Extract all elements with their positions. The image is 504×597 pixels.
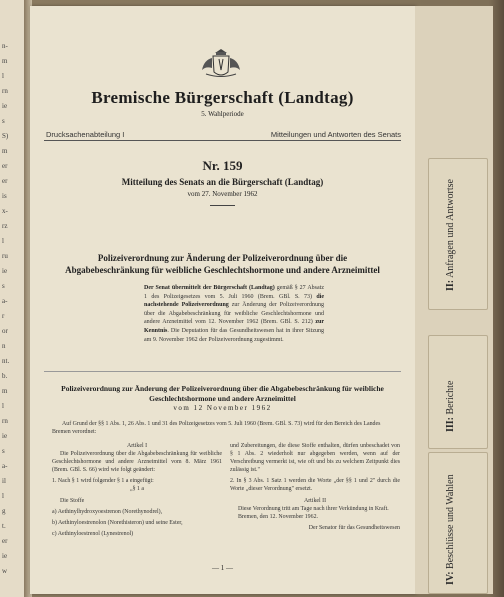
left-page-fragment: a-	[2, 462, 8, 470]
left-page-fragment: m	[2, 387, 8, 395]
page-number: — 1 —	[212, 564, 233, 572]
tab-beschluesse-number: IV:	[445, 571, 456, 585]
left-page-fragment: er	[2, 177, 8, 185]
column-right	[230, 442, 400, 532]
senat-statement-part-2: die nachstehende Polizeiverordnung	[144, 293, 324, 309]
left-page-fragment: b.	[2, 372, 8, 380]
left-page-fragment: s	[2, 282, 5, 290]
tab-anfragen-label	[445, 179, 456, 291]
left-page-fragment: or	[2, 327, 8, 335]
substance-c: c) Aethinyloestrenol (Lynestrenol)	[52, 531, 134, 537]
parliament-title: Bremische Bürgerschaft (Landtag)	[91, 88, 354, 107]
senat-statement	[144, 284, 324, 344]
left-page-fragment: s	[2, 117, 5, 125]
tab-beschluesse-text: Beschlüsse und Wahlen	[445, 474, 456, 569]
left-page-edge	[0, 0, 26, 597]
left-page-fragment: l	[2, 492, 4, 500]
heading-2-line-1: Polizeiverordnung zur Änderung der Polizeiverordnung über die Abgabebeschränkung für weibliche	[61, 384, 384, 393]
left-page-fragment: er	[2, 162, 8, 170]
tab-anfragen[interactable]	[428, 158, 488, 310]
article-1-text: Die Polizeiverordnung über die Abgabebeschränkung für weibliche Geschlechtshormone und andere Arzneimittel vom 8. März 1961 (Brem. GBl. S. 66) wird wie folgt geändert:	[52, 451, 222, 473]
ordinance-intro: Auf Grund der §§ 1 Abs. 1, 26 Abs. 1 und 31 des Polizeigesetzes vom 5. Juli 1960 (Brem. GBl. S. 73) wird für den Bereich des Landes Bremen verordnet:	[52, 421, 381, 435]
document-subtitle: Mitteilung des Senats an die Bürgerschaft (Landtag)	[121, 177, 324, 187]
tab-berichte-label	[445, 381, 456, 432]
document-date: vom 27. November 1962	[187, 190, 258, 198]
left-page-fragment: l	[2, 237, 4, 245]
document-number: Nr. 159	[202, 158, 243, 173]
ordinance-date: vom 12 November 1962	[173, 404, 272, 412]
left-page-fragment: ie	[2, 552, 8, 560]
left-page-fragment: n	[2, 342, 6, 350]
left-page-fragment: w	[2, 567, 8, 575]
left-page-fragment: g	[2, 507, 6, 515]
tab-anfragen-text: Anfragen und Antwortse	[445, 179, 456, 278]
left-page-fragment: er	[2, 537, 8, 545]
left-page-fragment: nt.	[2, 357, 10, 365]
senat-statement-part-3: zur Änderung der Polizeiverordnung über die Abgabebeschränkung für weibliche Geschlechtshormone und andere Arzneimittel vom 12. November 1962 (Brem. GBl. S. 212)	[144, 302, 325, 326]
article-1-item-1: 1. Nach § 1 wird folgender § 1 a eingefügt:	[52, 478, 154, 484]
article-1-paragraph: „§ 1 a	[129, 486, 145, 492]
column-left	[52, 442, 222, 538]
section-rule	[44, 371, 401, 372]
senat-statement-part-4: zur Kenntnis	[144, 319, 324, 334]
header-right: Mitteilungen und Antworten des Senats	[270, 130, 401, 139]
senat-statement-part-5: . Die Deputation für das Gesundheitswesen hat in ihrer Sitzung am 9. November 1962 der Polizeiverordnung zugestimmt.	[144, 327, 324, 343]
tab-anfragen-number: II:	[445, 279, 456, 291]
left-page-fragment: r	[2, 312, 5, 320]
left-page-fragment: l	[2, 72, 4, 80]
header-rule	[44, 140, 401, 141]
left-page-fragment: S)	[2, 132, 9, 140]
left-page-fragment: x-	[2, 207, 8, 215]
left-page-fragment: ie	[2, 267, 8, 275]
tab-berichte-text: Berichte	[445, 380, 456, 415]
heading-1-line-1: Polizeiverordnung zur Änderung der Polizeiverordnung über die	[97, 253, 348, 263]
left-page-fragment: rz	[2, 222, 8, 230]
left-page-fragment: il	[2, 477, 6, 485]
left-page-fragment: ie	[2, 102, 8, 110]
article-1-stoffe: Die Stoffe	[60, 498, 85, 504]
article-1-item-2: 2. In § 3 Abs. 1 Satz 1 werden die Worte „der §§ 1 und 2" durch die Worte „dieser Verordnung" ersetzt.	[230, 478, 400, 492]
heading-1	[30, 252, 415, 276]
left-page-fragment: l	[2, 402, 4, 410]
article-1-title: Artikel I	[126, 443, 148, 449]
left-page-fragment: is	[2, 192, 7, 200]
left-page-fragment: m	[2, 57, 8, 65]
left-page-fragment: rn	[2, 87, 8, 95]
article-2-title: Artikel II	[303, 498, 327, 504]
left-page-fragment: s	[2, 447, 5, 455]
left-page-fragment: a-	[2, 297, 8, 305]
left-page-fragment: rn	[2, 417, 8, 425]
left-page-fragment: ru	[2, 252, 8, 260]
left-page-fragment: t.	[2, 522, 6, 530]
divider-short	[210, 205, 235, 206]
wahlperiode: 5. Wahlperiode	[201, 110, 244, 118]
tab-beschluesse-label	[445, 474, 456, 585]
left-page-fragment: m	[2, 147, 8, 155]
tab-berichte-number: III:	[445, 416, 456, 432]
header-left: Drucksachenabteilung I	[46, 130, 125, 139]
article-2-place-date: Bremen, den 12. November 1962.	[238, 514, 318, 520]
tab-berichte[interactable]	[428, 335, 488, 449]
left-page-fragment: n-	[2, 42, 8, 50]
substance-a: a) Aethinylhydroxyoestrenon (Norethynodrel),	[52, 509, 163, 515]
heading-2-line-2: Geschlechtshormone und andere Arzneimittel	[149, 394, 296, 403]
tab-beschluesse[interactable]	[428, 452, 488, 594]
left-page-fragment: ie	[2, 432, 8, 440]
senat-statement-part-0: Der Senat übermittelt der Bürgerschaft (Landtag)	[144, 285, 275, 291]
article-2-signature: Der Senator für das Gesundheitswesen	[308, 525, 400, 531]
substance-b: b) Aethinyloestrenolon (Norethisteron) und seine Ester,	[52, 520, 183, 526]
document-page	[30, 6, 415, 594]
senat-statement-part-1: gemäß § 27 Absatz 1 des Polizeigesetzes vom 5. Juli 1960 (Brem. GBl. S. 73)	[144, 285, 325, 300]
right-text-1: und Zubereitungen, die diese Stoffe enthalten, dürfen unbeschadet von § 1 Abs. 2 wiederholt nur abgegeben werden, wenn auf der Verschreibung vermerkt ist, wie oft und bis zu welchem Zeitpunkt dies zulässig ist."	[230, 443, 400, 473]
heading-2	[30, 384, 415, 404]
bremen-coat-of-arms-icon	[198, 46, 244, 80]
article-2-text: Diese Verordnung tritt am Tage nach ihrer Verkündung in Kraft.	[238, 506, 389, 512]
heading-1-line-2: Abgabebeschränkung für weibliche Geschlechtshormone und andere Arzneimittel	[65, 265, 380, 275]
